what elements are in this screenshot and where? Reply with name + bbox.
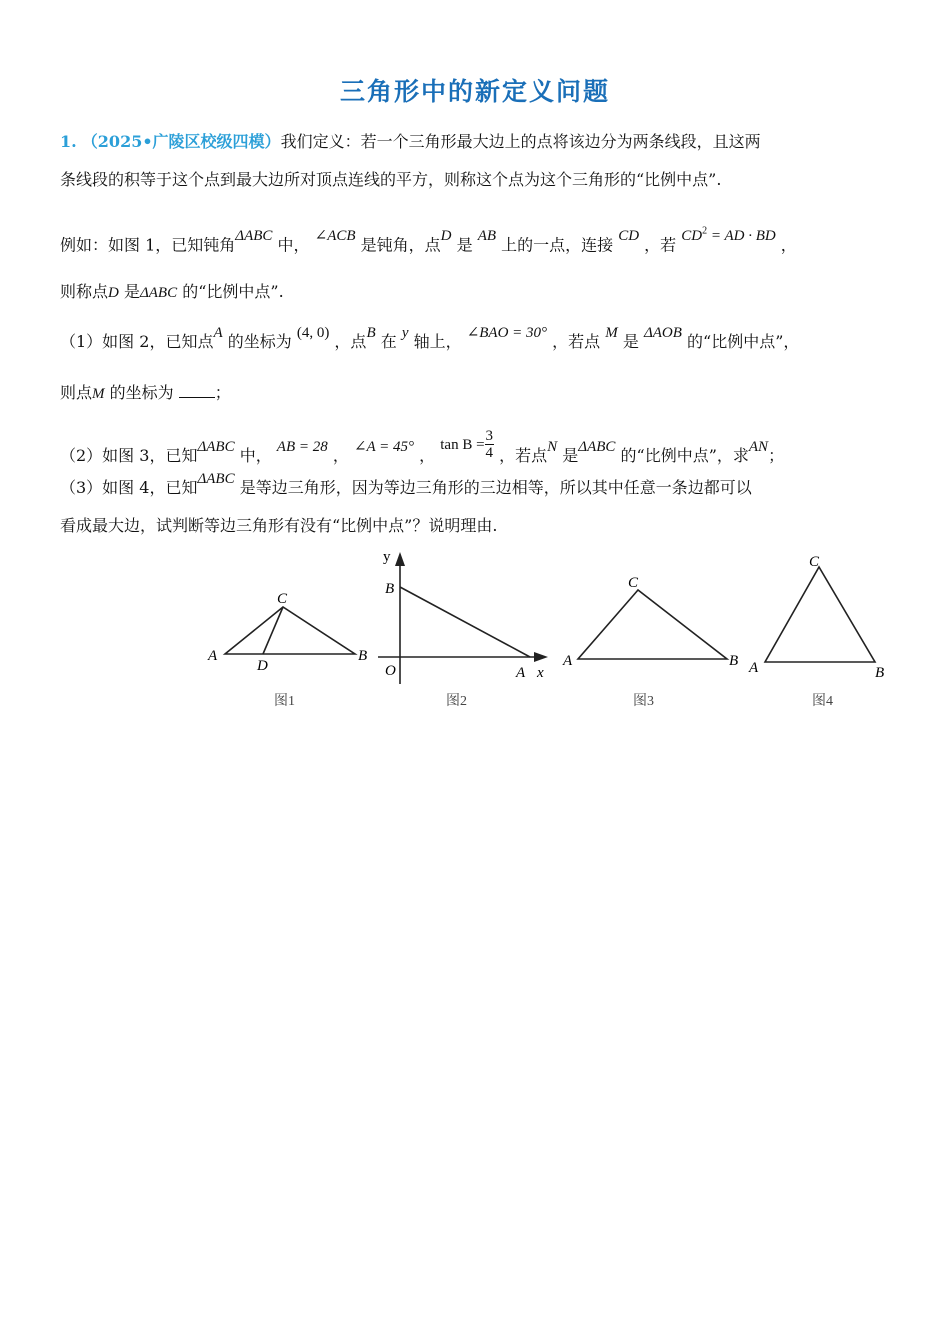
label-c: C bbox=[809, 554, 820, 570]
question-2: （2）如图 3，已知ΔABC 中， AB = 28 ， ∠A = 45° ， tan B = $\frac{3}{4}$ ，若点N 是ΔABC 的“比例中点”，求AN； bbox=[60, 428, 785, 465]
problem-line-1 bbox=[60, 132, 761, 152]
math-d: D bbox=[440, 228, 452, 245]
math-cd: CD bbox=[618, 228, 640, 245]
label-b: B bbox=[729, 653, 739, 669]
label-b: B bbox=[385, 581, 395, 597]
label-b: B bbox=[358, 648, 368, 664]
figure-4-caption: 图4 bbox=[812, 694, 833, 709]
math-cd-squared: $CD^2$ = AD · BD bbox=[681, 226, 776, 245]
figure-2-caption: 图2 bbox=[446, 694, 467, 709]
fraction-three-quarters: $\frac{3}{4}$ bbox=[485, 428, 494, 461]
math-abc: ΔABC bbox=[235, 228, 273, 245]
figure-4 bbox=[748, 554, 884, 709]
example-line-1: 例如：如图 1，已知钝角ΔABC 中， ∠ACB 是钝角，点D 是 AB 上的一点，连接 CD ，若 $CD^2$ = AD · BD ， bbox=[60, 226, 797, 255]
label-y: y bbox=[383, 549, 391, 565]
math-ab: AB bbox=[477, 228, 497, 245]
label-o: O bbox=[385, 663, 396, 679]
figure-2 bbox=[378, 549, 548, 709]
label-a: A bbox=[749, 660, 759, 676]
label-a: A bbox=[563, 653, 573, 669]
label-c: C bbox=[628, 575, 639, 591]
figure-3 bbox=[562, 575, 738, 709]
figure-1-caption: 图1 bbox=[274, 694, 295, 709]
label-b: B bbox=[875, 665, 885, 681]
definition-text-2: 条线段的积等于这个点到最大边所对顶点连线的平方，则称这个点为这个三角形的“比例中点”. bbox=[60, 170, 722, 189]
figures bbox=[0, 540, 950, 720]
label-a: A bbox=[516, 665, 526, 681]
page-title: 三角形中的新定义问题 bbox=[339, 77, 610, 106]
question-3-line-1: （3）如图 4，已知ΔABC 是等边三角形，因为等边三角形的三边相等，所以其中任意一条边都可以 bbox=[60, 471, 752, 497]
figure-3-caption: 图3 bbox=[633, 694, 654, 709]
problem-source: （2025•广陵区校级四模） bbox=[81, 132, 281, 151]
example-line-2: 则称点D 是ΔABC 的“比例中点”. bbox=[60, 282, 284, 301]
definition-text-1: 我们定义：若一个三角形最大边上的点将该边分为两条线段，且这两 bbox=[280, 132, 761, 151]
label-a: A bbox=[208, 648, 218, 664]
label-d: D bbox=[257, 658, 268, 674]
x-axis-arrow bbox=[534, 652, 548, 662]
label-x: x bbox=[537, 665, 544, 681]
y-axis-arrow bbox=[395, 552, 405, 566]
answer-blank[interactable] bbox=[179, 381, 215, 398]
label-c: C bbox=[277, 591, 288, 607]
problem-number: 1. bbox=[60, 132, 77, 151]
figure-1 bbox=[207, 591, 367, 709]
question-1-line-1: （1）如图 2，已知点A 的坐标为 (4, 0) ，点B 在 y 轴上， ∠BAO = 30° ，若点 M 是 ΔAOB 的“比例中点”， bbox=[60, 325, 800, 351]
question-1-line-2: 则点M 的坐标为 ； bbox=[60, 383, 231, 402]
question-3-line-2: 看成最大边，试判断等边三角形有没有“比例中点”？说明理由. bbox=[60, 516, 498, 535]
math-angle-acb: ∠ACB bbox=[314, 228, 356, 245]
